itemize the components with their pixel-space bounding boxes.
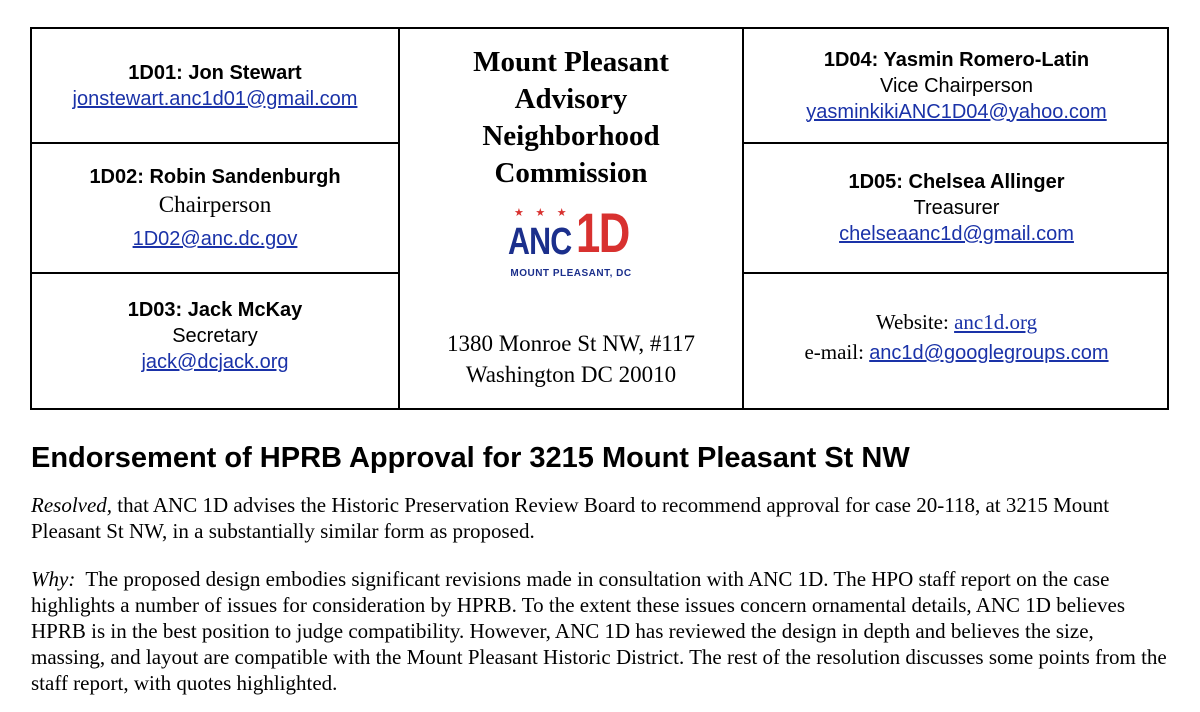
commission-title xyxy=(473,44,669,192)
commission-cell xyxy=(400,29,742,408)
member-email-link[interactable]: jack@dcjack.org xyxy=(141,351,289,373)
member-name: 1D02: Robin Sandenburgh xyxy=(89,166,341,188)
member-cell-1d05 xyxy=(744,144,1169,272)
logo-stars-icon: ★ ★ ★ xyxy=(514,206,571,219)
resolved-text: that ANC 1D advises the Historic Preservation Review Board to recommend approval for case 20-118, at 3215 Mount Pleasant St NW, in a substantially similar form as proposed. xyxy=(31,493,1110,543)
why-lead: Why: xyxy=(31,567,76,591)
resolved-lead: Resolved, xyxy=(31,493,113,517)
email-label: e-mail: xyxy=(804,340,864,364)
commission-title-line: Commission xyxy=(494,157,648,189)
logo-anc-text: ANC xyxy=(508,221,572,263)
member-name: 1D03: Jack McKay xyxy=(127,299,303,321)
resolved-paragraph xyxy=(31,492,1171,544)
member-cell-1d03 xyxy=(32,274,398,408)
member-role: Secretary xyxy=(172,325,258,347)
resolution-heading: Endorsement of HPRB Approval for 3215 Mount Pleasant St NW xyxy=(31,442,910,474)
logo-subtitle: MOUNT PLEASANT, DC xyxy=(510,268,632,279)
member-cell-1d02 xyxy=(32,144,398,272)
commission-title-line: Neighborhood xyxy=(482,120,660,152)
why-paragraph xyxy=(31,566,1171,696)
address-line: 1380 Monroe St NW, #117 xyxy=(446,331,696,356)
member-name: 1D05: Chelsea Allinger xyxy=(848,171,1065,193)
website-link[interactable]: anc1d.org xyxy=(954,310,1038,334)
member-email-link[interactable]: yasminkikiANC1D04@yahoo.com xyxy=(806,100,1107,123)
member-name: 1D04: Yasmin Romero-Latin xyxy=(823,48,1090,71)
address-line: Washington DC 20010 xyxy=(465,362,677,387)
email-row xyxy=(804,337,1108,367)
commission-title-line: Advisory xyxy=(514,83,628,115)
member-directory-table xyxy=(30,27,1169,410)
website-label: Website: xyxy=(875,310,949,334)
member-email-link[interactable]: jonstewart.anc1d01@gmail.com xyxy=(72,87,358,110)
commission-title-line: Mount Pleasant xyxy=(473,46,669,78)
logo-1d-text: 1D xyxy=(576,201,629,264)
contact-cell xyxy=(744,274,1169,408)
member-name: 1D01: Jon Stewart xyxy=(128,61,302,84)
anc1d-logo xyxy=(506,201,636,288)
member-cell-1d04 xyxy=(744,29,1169,142)
group-email-link[interactable]: anc1d@googlegroups.com xyxy=(869,342,1109,364)
member-role: Chairperson xyxy=(158,192,272,217)
member-role: Treasurer xyxy=(913,197,1000,219)
member-email-link[interactable]: 1D02@anc.dc.gov xyxy=(132,228,298,250)
member-cell-1d01 xyxy=(32,29,398,142)
member-email-link[interactable]: chelseaanc1d@gmail.com xyxy=(839,223,1074,245)
member-role: Vice Chairperson xyxy=(879,74,1034,97)
why-text: The proposed design embodies significant revisions made in consultation with ANC 1D. The HPO staff report on the case highlights a number of issues for consideration by HPRB. To the extent these issues concern ornamental details, ANC 1D believes HPRB is in the best position to judge compatibility. However, ANC 1D has reviewed the design in depth and believes the size, massing, and layout are compatible with the Mount Pleasant Historic District. The rest of the resolution discusses some points from the staff report, with quotes highlighted. xyxy=(31,567,1172,695)
commission-address xyxy=(447,328,695,390)
website-row xyxy=(876,307,1037,337)
